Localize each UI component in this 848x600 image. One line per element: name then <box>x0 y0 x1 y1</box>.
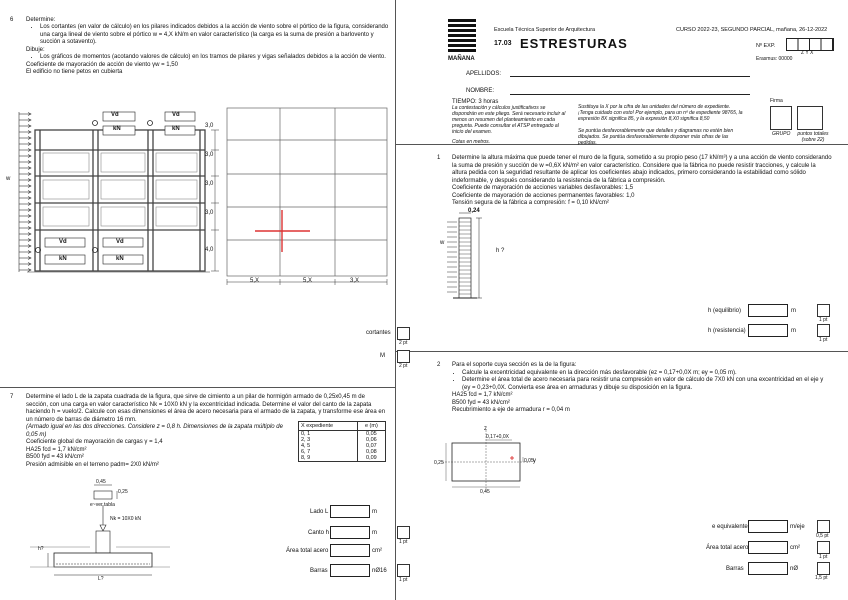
puntos-box[interactable] <box>797 106 823 130</box>
nombre-field[interactable] <box>510 94 750 95</box>
q2-pts3: 1,5 pt <box>815 575 828 581</box>
q2-pts2: 1 pt <box>819 554 828 560</box>
q7-body-2 <box>26 424 296 469</box>
q6-answer-m-label: M <box>380 353 385 359</box>
q6-vd-4: Vd <box>116 239 124 245</box>
q1-score-box-1[interactable] <box>817 304 830 317</box>
q6-span-2: 5,X <box>303 278 313 284</box>
q7-footing-figure <box>20 475 180 585</box>
q7-l: L? <box>98 576 104 582</box>
q7-dim1: 0,45 <box>96 479 106 485</box>
q7-text2: (Armado igual en las dos direcciones. Considere z = 0,8 h. Dimensiones de la zapata múltiplo de 0,05 m) <box>26 424 283 438</box>
q2-ans1-label: e equivalente <box>712 524 748 530</box>
header-nexp: Nº EXP. <box>756 43 776 49</box>
q2-axis-y: y <box>533 458 536 464</box>
q1-unit1: m <box>791 308 796 314</box>
firma-label: Firma <box>770 98 783 104</box>
q2-dim-ez: 0,17+0,0X <box>486 434 509 440</box>
table-cell: 2, 3 <box>299 437 358 443</box>
q2-bullet1: • Calcule la excentricidad equivalente en la dirección más desfavorable (ez = 0,17+0,0X m; ey = 0,05 m). <box>462 370 832 378</box>
q2-dim-h: 0,25 <box>434 460 444 466</box>
q7-table-header-e: e (m) <box>357 422 385 431</box>
q2-rec: Recubrimiento a eje de armadura r = 0,04 m <box>452 407 570 413</box>
q7-dim2: 0,25 <box>118 489 128 495</box>
q7-text6: Presión admisible en el terreno padm= 2X0 kN/m² <box>26 461 159 468</box>
q1-pts1: 1 pt <box>819 317 828 323</box>
q1-w: w <box>440 240 445 246</box>
header-left-note: La contestación y cálculos justificativos se dispondrán en este pliego. Será necesario incluir al menos un resumen del planteamiento en cada pregunta. Puede consultar el ATSP entregado al inicio del examen. <box>452 105 566 135</box>
q6-bullet2: • Los gráficos de momentos (acotando valores de cálculo) en los tramos de pilares y vigas señalados debidos a la acción de viento. <box>40 54 390 62</box>
q7-u4: nØ16 <box>372 568 387 574</box>
q6-bullet1: • Los cortantes (en valor de cálculo) en los pilares indicados debidos a la acción de viento sobre el pórtico de la figura, considerando una carga lineal de viento sobre el pórtico w = 4,X kN/m en valor característico (la carga es la suma de presión a barlovento y succión a sotavento). <box>40 24 390 47</box>
page-divider-vertical <box>395 0 396 600</box>
q6-height-2: 3,0 <box>205 152 214 158</box>
table-cell: 0,05 <box>357 431 385 438</box>
table-cell: 0,08 <box>357 449 385 455</box>
q7-table <box>298 421 386 462</box>
q7-table-header-x: X expediente <box>299 422 358 431</box>
q7-text3: Coeficiente global de mayoración de cargas γ = 1,4 <box>26 439 163 445</box>
q6-kn-2: kN <box>172 126 180 132</box>
header-course: CURSO 2022-23, SEGUNDO PARCIAL, mañana, 26-12-2022 <box>676 27 828 33</box>
table-cell: 6, 7 <box>299 449 358 455</box>
divider-q1-q2 <box>395 351 848 352</box>
q6-pts1: 2 pt <box>399 340 408 346</box>
q7-text5: B500 fyd = 43 kN/cm² <box>26 454 84 460</box>
q6-body <box>26 24 390 77</box>
q2-ans3-label: Barras <box>726 566 744 572</box>
q1-score-box-2[interactable] <box>817 324 830 337</box>
q2-u1: m/eje <box>790 524 805 530</box>
q7-u1: m <box>372 509 377 515</box>
q2-score-box-1[interactable] <box>817 520 830 533</box>
q6-vd-1: Vd <box>111 112 119 118</box>
q7-score-box-1[interactable] <box>397 526 410 539</box>
q2-body <box>452 362 832 415</box>
q6-kn-1: kN <box>113 126 121 132</box>
q7-ever: e~ver tabla <box>90 502 115 508</box>
q1-ans2-label: h (resistencia) <box>708 328 746 334</box>
q2-number: 2 <box>437 362 441 368</box>
q7-text1: Determine el lado L de la zapata cuadrada de la figura, que sirve de cimiento a un pilar de hormigón armado de 0,25x0,45 m de sección, con una carga en valor característico Nk = 10X0 kN y la excentricidad indicada. Determine el valor del canto de la zapata haciendo h = vuelo/2. Calcule con esas dimensiones el área de acero necesaria para el armado de la zapata, y transforme ese área en un número de barras de diámetro 16 mm. <box>26 394 386 423</box>
apellidos-field[interactable] <box>510 76 750 77</box>
q6-answer-cortantes-label: cortantes <box>366 330 391 336</box>
q7-ans4-label: Barras <box>310 568 328 574</box>
table-row <box>299 455 386 462</box>
q2-area-acero-input[interactable] <box>748 541 788 554</box>
q1-unit2: m <box>791 328 796 334</box>
q7-ans1-label: Lado L <box>310 509 329 515</box>
q7-ans2-label: Canto h <box>308 530 330 536</box>
header-erasmus: Erasmus: 00000 <box>756 56 793 62</box>
q1-wall-figure <box>435 208 505 303</box>
q2-bullet2: • Determine el área total de acero necesaria para resistir una compresión en valor de cálculo de 7X0 kN con una excentricidad en el eje y (ey = 0,23+0,0X. Convierta ese área en armaduras y dibuje su disposición en la figura. <box>462 377 832 392</box>
q1-text2: Coeficiente de mayoración de acciones variables desfavorables: 1,5 <box>452 185 634 191</box>
q2-u3: nØ <box>790 566 799 572</box>
header-sub: MAÑANA <box>448 56 475 62</box>
school-logo-icon <box>448 18 476 52</box>
q7-canto-input[interactable] <box>330 526 370 539</box>
q2-b5: B500 fyd = 43 kN/cm² <box>452 399 510 406</box>
q6-vd-2: Vd <box>172 112 180 118</box>
q6-height-1: 3,0 <box>205 123 214 129</box>
q6-span-1: 5,X <box>250 278 260 284</box>
q1-text3: Coeficiente de mayoración de acciones permanentes favorables: 1,0 <box>452 192 635 199</box>
q2-score-box-2[interactable] <box>817 541 830 554</box>
q7-body <box>26 394 388 424</box>
q7-area-acero-input[interactable] <box>330 544 370 557</box>
q1-body <box>452 155 832 208</box>
header-cotas: Cotas en metros. <box>452 139 491 145</box>
table-cell: 0,09 <box>357 455 385 462</box>
q6-intro: Determine: <box>26 17 56 23</box>
grupo-label: GRUPO <box>772 131 791 137</box>
header-right-note: Sustituya la X por la cifra de las unidades del número de expediente. ¡Tenga cuidado con esto! Por ejemplo, para un nº de expediente 98765, la expresión 8X significa 85, y la expresión 8,X0 significa 8,50 <box>578 104 743 122</box>
q1-h: h ? <box>496 248 505 254</box>
q2-dim-ey: 0,05 <box>524 458 534 464</box>
q7-pts2: 1 pt <box>399 577 408 583</box>
q1-dim: 0,24 <box>468 208 480 214</box>
q6-kn-4: kN <box>116 256 124 262</box>
table-cell: 8, 9 <box>299 455 358 462</box>
q7-ans3-label: Área total acero <box>286 548 329 554</box>
q1-text4: Tensión segura de la fábrica a compresión: f = 0,10 kN/cm² <box>452 200 609 206</box>
table-cell: 0,07 <box>357 443 385 449</box>
table-cell: 0, 1 <box>299 431 358 438</box>
table-cell: 0,06 <box>357 437 385 443</box>
header-title: ESTRESTURAS <box>520 36 628 51</box>
apellidos-label: APELLIDOS: <box>466 71 502 77</box>
q7-barras-input[interactable] <box>330 564 370 577</box>
q7-score-box-2[interactable] <box>397 564 410 577</box>
q7-nk: Nk = 10X0 kN <box>110 516 141 522</box>
q1-h-resistencia-input[interactable] <box>748 324 788 337</box>
divider-left <box>0 387 395 388</box>
header-warn: Se puntúa desfavorablemente que detalles y diagramas no estén bien dibujados. Se puntúa desfavorablemente disponer más cifras de las pedidas. <box>578 128 734 146</box>
q6-height-3: 3,0 <box>205 181 214 187</box>
q2-pts1: 0,5 pt <box>816 533 829 539</box>
q6-number: 6 <box>10 17 14 23</box>
q2-barras-input[interactable] <box>748 562 788 575</box>
q6-height-4: 3,0 <box>205 210 214 216</box>
header-school: Escuela Técnica Superior de Arquitectura <box>494 27 596 33</box>
q1-text1: Determine la altura máxima que puede tener el muro de la figura, sometido a su propio peso (17 kN/m³) y a una acción de viento considerando la suma de presión y succión de w =0,6X kN/m² en valor característico. Considere que la fábrica no puede resistir tracciones, y calcule la altura pedida con la seguridad resultante de aplicar los coeficientes abajo indicados, primero considerando la estabilidad como sólido indeformable, y después considerando la resistencia de la fábrica a compresión. <box>452 155 832 184</box>
q6-height-5: 4,0 <box>205 247 214 253</box>
q7-lado-input[interactable] <box>330 505 370 518</box>
q2-ha: HA25 fcd = 1,7 kN/cm² <box>452 392 513 398</box>
q1-ans1-label: h (equilibrio) <box>708 308 742 314</box>
header-code: 17.03 <box>494 40 512 47</box>
q6-m-score-box[interactable] <box>397 350 410 363</box>
q2-axis-z: z <box>484 426 487 432</box>
q7-u3: cm² <box>372 548 382 554</box>
q7-text4: HA25 fcd = 1,7 kN/cm² <box>26 446 87 453</box>
q6-w-label: w <box>6 176 11 182</box>
q2-e-equivalente-input[interactable] <box>748 520 788 533</box>
q7-number: 7 <box>10 394 14 400</box>
q1-h-equilibrio-input[interactable] <box>748 304 788 317</box>
q2-ans2-label: Área total acero <box>706 545 749 551</box>
q7-u2: m <box>372 530 377 536</box>
puntos-label: puntos totales (sobre 22) <box>797 131 829 143</box>
q2-u2: cm² <box>790 545 800 551</box>
q2-intro: Para el soporte cuya sección es la de la figura: <box>452 362 577 368</box>
table-cell: 4, 5 <box>299 443 358 449</box>
header-zyx: Z Y X <box>801 50 814 56</box>
q2-dim-b: 0,45 <box>480 489 490 495</box>
q6-note: El edificio no tiene petos en cubierta <box>26 69 123 75</box>
q6-vd-3: Vd <box>59 239 67 245</box>
q6-draw: Dibuje: <box>26 46 45 53</box>
tiempo: TIEMPO: 3 horas <box>452 99 499 105</box>
q6-pts2: 2 pt <box>399 363 408 369</box>
nombre-label: NOMBRE: <box>466 88 495 94</box>
q1-number: 1 <box>437 155 441 161</box>
q6-kn-3: kN <box>59 256 67 262</box>
q6-span-3: 3,X <box>350 278 360 284</box>
grupo-box[interactable] <box>770 106 792 130</box>
q7-h: h? <box>38 546 44 552</box>
q7-pts1: 1 pt <box>399 539 408 545</box>
q6-cortantes-score-box[interactable] <box>397 327 410 340</box>
q2-score-box-3[interactable] <box>817 562 830 575</box>
q6-coef: Coeficiente de mayoración de acción de viento γw = 1,50 <box>26 61 178 68</box>
q1-pts2: 1 pt <box>819 337 828 343</box>
